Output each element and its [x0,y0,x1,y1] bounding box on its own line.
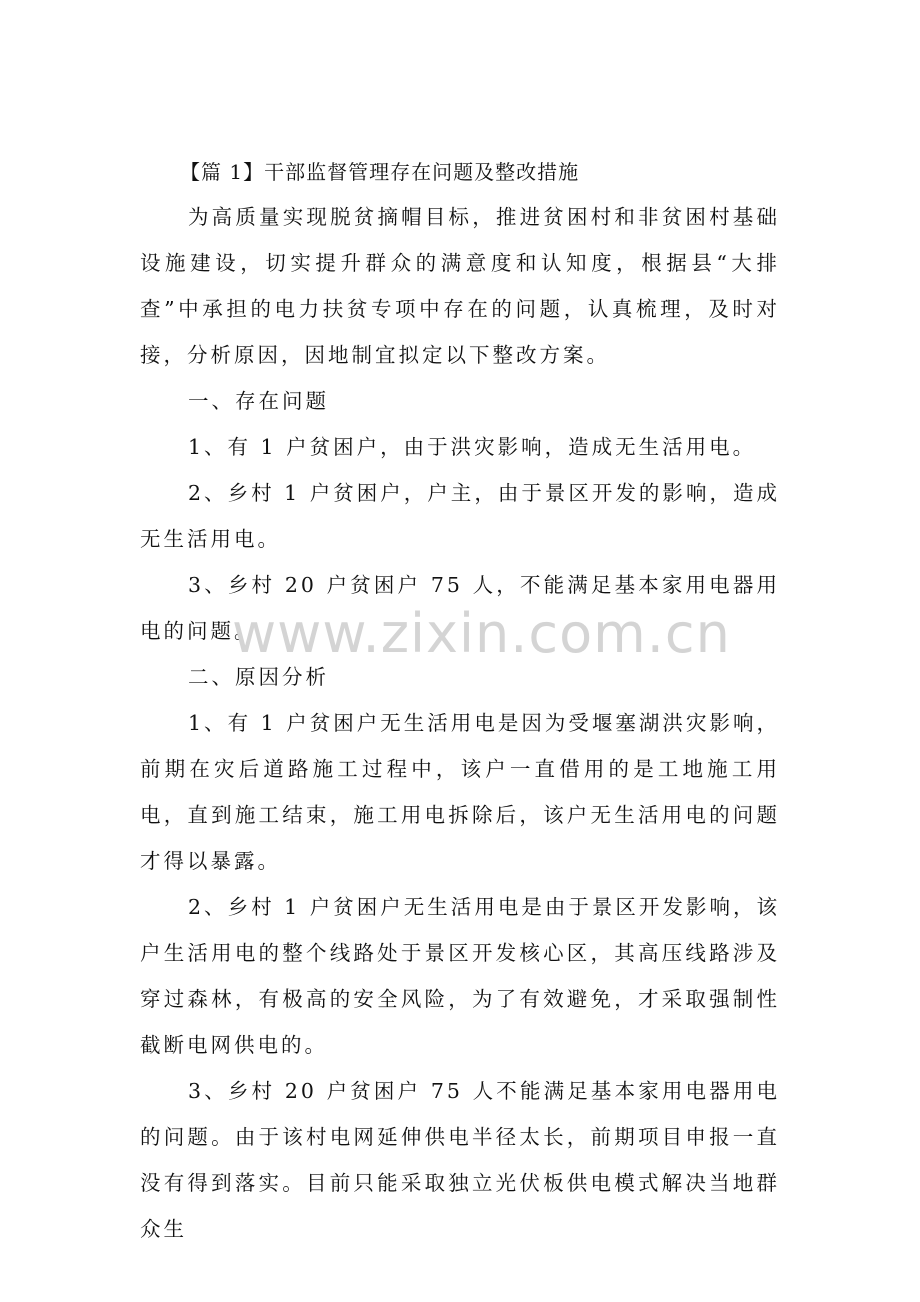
document-body [140,150,780,1252]
cause-item-3: 3、乡村 20 户贫困户 75 人不能满足基本家用电器用电的问题。由于该村电网延伸供电半径太长，前期项目申报一直没有得到落实。目前只能采取独立光伏板供电模式解决当地群众生 [140,1079,780,1241]
cause-item-2: 2、乡村 1 户贫困户无生活用电是由于景区开发影响，该户生活用电的整个线路处于景区开发核心区，其高压线路涉及穿过森林，有极高的安全风险，为了有效避免，才采取强制性截断电网供电的。 [140,895,780,1057]
watermark-text: www.zixin.com.cn [232,602,731,665]
document-title: 【篇 1】干部监督管理存在问题及整改措施 [180,160,580,184]
section-heading-causes: 二、原因分析 [188,665,329,689]
problem-item-3: 3、乡村 20 户贫困户 75 人，不能满足基本家用电器用电的问题。 [140,573,780,643]
cause-item-1: 1、有 1 户贫困户无生活用电是因为受堰塞湖洪灾影响，前期在灾后道路施工过程中，该户一直借用的是工地施工用电，直到施工结束，施工用电拆除后，该户无生活用电的问题才得以暴露。 [140,711,780,873]
problem-item-1: 1、有 1 户贫困户，由于洪灾影响，造成无生活用电。 [188,435,757,459]
intro-paragraph: 为高质量实现脱贫摘帽目标，推进贫困村和非贫困村基础设施建设，切实提升群众的满意度和认知度，根据县“大排查”中承担的电力扶贫专项中存在的问题，认真梳理，及时对接，分析原因，因地制宜拟定以下整改方案。 [140,205,780,367]
section-heading-problems: 一、存在问题 [188,389,329,413]
problem-item-2: 2、乡村 1 户贫困户，户主，由于景区开发的影响，造成无生活用电。 [140,481,780,551]
